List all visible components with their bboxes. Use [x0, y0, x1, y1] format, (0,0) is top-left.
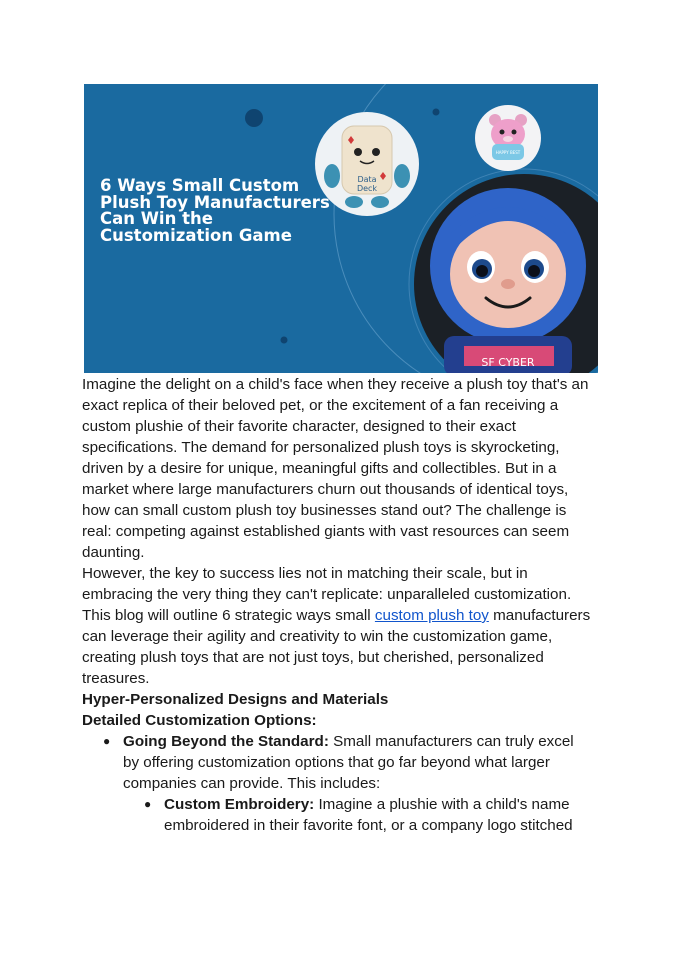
decor-dot-large	[245, 109, 263, 127]
decor-dot-bottom	[281, 337, 288, 344]
customization-list	[82, 731, 592, 836]
nested-list	[123, 794, 592, 836]
second-paragraph-before: However, the key to success lies not in matching their scale, but in embracing the very thing they can't replicate: unparalleled customization. This blog will outline 6 strategic ways small	[82, 565, 572, 624]
list-item-text: Small manufacturers can truly excel by offering customization options that go far beyond what larger companies can provide. This includes:	[123, 733, 574, 792]
section-heading: Hyper-Personalized Designs and Materials	[82, 691, 389, 708]
nested-item-text: Imagine a plushie with a child's name embroidered in their favorite font, or a company logo stitched	[164, 796, 573, 834]
bear-plush-image	[475, 105, 541, 171]
article-body	[82, 374, 592, 836]
bear-shirt-label: HAPPY BEST	[495, 150, 521, 155]
box-toy-label-1: Data	[357, 175, 377, 184]
nested-list-item	[164, 794, 592, 836]
decor-dot-small	[433, 109, 440, 116]
box-toy-label-2: Deck	[356, 184, 378, 193]
second-paragraph	[82, 563, 592, 689]
nested-item-title: Custom Embroidery:	[164, 796, 315, 813]
list-item	[123, 731, 592, 836]
second-paragraph-after: manufacturers can leverage their agility and creativity to win the customization game, creating plush toys that are not just toys, but cherished, personalized treasures.	[82, 607, 591, 687]
subsection-heading: Detailed Customization Options:	[82, 712, 317, 729]
hero-banner	[84, 84, 598, 373]
robot-chest-label: SF CYBER	[481, 356, 535, 369]
custom-plush-toy-link[interactable]: custom plush toy	[374, 607, 489, 624]
intro-paragraph: Imagine the delight on a child's face when they receive a plush toy that's an exact replica of their beloved pet, or the excitement of a fan receiving a custom plushie of their favorite character, designed to their exact specifications. The demand for personalized plush toys is skyrocketing, driven by a desire for unique, meaningful gifts and collectibles. But in a market where large manufacturers churn out thousands of identical toys, how can small custom plush toy businesses stand out? The challenge is real: competing against established giants with vast resources can seem daunting.	[82, 376, 589, 561]
hero-title: 6 Ways Small Custom Plush Toy Manufacturers Can Win the Customization Game	[100, 176, 330, 245]
list-item-title: Going Beyond the Standard:	[123, 733, 329, 750]
